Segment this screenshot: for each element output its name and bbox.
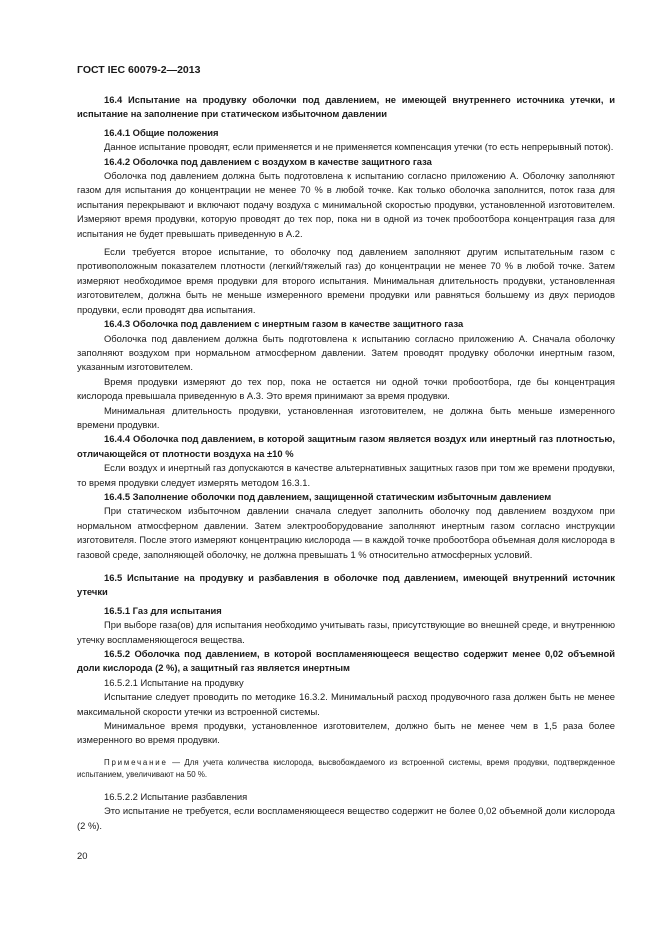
- section-heading-16-4: 16.4 Испытание на продувку оболочки под давлением, не имеющей внутреннего источника утечки, и испытание на заполнение при статическом избыточном давлении: [77, 94, 615, 120]
- subsection-heading-16-4-3: 16.4.3 Оболочка под давлением с инертным газом в качестве защитного газа: [104, 318, 464, 330]
- note-text: — Для учета количества кислорода, высвобождаемого из встроенной системы, время продувки, подтвержденное испытанием, увеличивают на 50 %.: [77, 757, 615, 779]
- document-header: ГОСТ IEC 60079-2—2013: [77, 64, 201, 76]
- paragraph: Минимальное время продувки, установленное изготовителем, должно быть не менее чем в 1,5 раза более измеренного во время продувки.: [77, 720, 615, 746]
- document-body: [77, 93, 615, 833]
- paragraph: Данное испытание проводят, если применяется и не применяется компенсация утечки (то есть непрерывный поток).: [104, 141, 614, 153]
- paragraph: Испытание следует проводить по методике 16.3.2. Минимальный расход продувочного газа должен быть не менее максимальной скорости утечки из встроенной системы.: [77, 691, 615, 717]
- page-number: 20: [77, 850, 88, 861]
- clause-heading-16-5-2-1: 16.5.2.1 Испытание на продувку: [104, 676, 244, 688]
- paragraph: При статическом избыточном давлении сначала следует заполнить оболочку под давлением воздухом при нормальном атмосферном давлении. Затем электрооборудование заполняют инертным газом согласно инструкции изготовителя. После этого измеряют концентрацию кислорода — в каждой точке пробоотбора объемная доля кислорода в газовой среде, заполняющей оболочку, не должна превышать 1 % относительно атмосферных условий.: [77, 505, 615, 560]
- section-heading-16-5: 16.5 Испытание на продувку и разбавления в оболочке под давлением, имеющей внутренний источник утечки: [77, 572, 615, 598]
- note: [77, 757, 615, 781]
- paragraph: Оболочка под давлением должна быть подготовлена к испытанию согласно приложению А. Оболочку заполняют газом для испытания до концентрации не менее 70 % в любой точке. Как только оболочка заполнится, поток газа для испытания перекрывают и включают подачу воздуха с минимальной скоростью продувки, установленной изготовителем. Измеряют время продувки, которую проводят до тех пор, пока ни в одной из точек пробоотбора концентрация газа для испытания не будет превышать приведенную в А.2.: [77, 170, 615, 239]
- paragraph: При выборе газа(ов) для испытания необходимо учитывать газы, присутствующие во внешней среде, и внутреннюю утечку воспламеняющегося вещества.: [77, 619, 615, 645]
- paragraph: Если требуется второе испытание, то оболочку под давлением заполняют другим испытательным газом с противоположным показателем плотности (легкий/тяжелый газ) до концентрации не менее 70 % в любой точке. Затем измеряют необходимое время продувки для второго испытания. Минимальная длительность продувки, установленная изготовителем, должна быть не меньше измеренного времени продувки или равняться большему из двух периодов продувки, если проводят два испытания.: [77, 246, 615, 315]
- subsection-heading-16-4-5: 16.4.5 Заполнение оболочки под давлением, защищенной статическим избыточным давлением: [104, 490, 552, 502]
- subsection-heading-16-4-4: 16.4.4 Оболочка под давлением, в которой защитным газом является воздух или инертный газ плотностью, отличающейся от плотности воздуха на ±10 %: [77, 433, 615, 459]
- paragraph: Оболочка под давлением должна быть подготовлена к испытанию согласно приложению А. Сначала оболочку заполняют воздухом при нормальном атмосферном давлении. Затем проводят продувку оболочки инертным газом, указанным изготовителем.: [77, 332, 615, 373]
- paragraph: Это испытание не требуется, если воспламеняющееся вещество содержит не более 0,02 объемной доли кислорода (2 %).: [77, 805, 615, 831]
- subsection-heading-16-4-2: 16.4.2 Оболочка под давлением с воздухом в качестве защитного газа: [104, 155, 432, 167]
- subsection-heading-16-5-2: 16.5.2 Оболочка под давлением, в которой воспламеняющееся вещество содержит менее 0,02 объемной доли кислорода (2 %), а защитный газ является инертным: [77, 648, 615, 674]
- subsection-heading-16-5-1: 16.5.1 Газ для испытания: [104, 604, 222, 616]
- clause-heading-16-5-2-2: 16.5.2.2 Испытание разбавления: [104, 790, 248, 802]
- note-label: Примечание: [104, 757, 168, 767]
- paragraph: Время продувки измеряют до тех пор, пока не остается ни одной точки пробоотбора, где бы концентрация кислорода превышала приведенную в А.3. Это время принимают за время продувки.: [77, 375, 615, 402]
- subsection-heading-16-4-1: 16.4.1 Общие положения: [104, 126, 219, 138]
- paragraph: Если воздух и инертный газ допускаются в качестве альтернативных защитных газов при том же времени продувки, то время продувки следует измерять методом 16.3.1.: [77, 462, 615, 488]
- paragraph: Минимальная длительность продувки, установленная изготовителем, не должна быть меньше измеренного времени продувки.: [77, 404, 615, 430]
